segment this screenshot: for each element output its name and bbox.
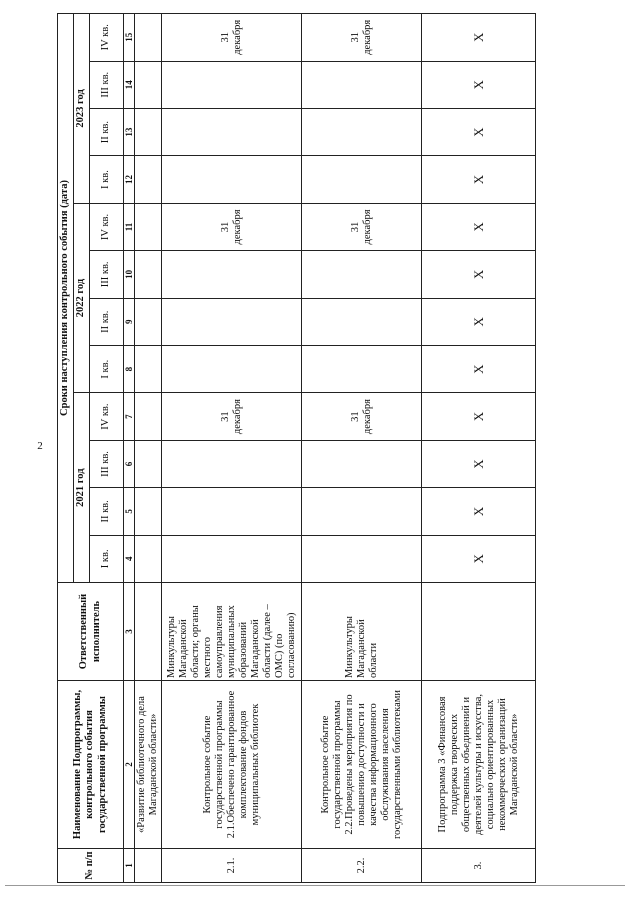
row-num: 2.1. [162, 849, 302, 883]
column-number: 4 [124, 535, 135, 582]
column-number: 5 [124, 488, 135, 535]
table-row [302, 14, 422, 883]
column-number: 15 [124, 14, 135, 62]
header-quarter: II кв. [90, 298, 124, 345]
deadline-cell [135, 298, 162, 345]
deadline-cell: 31 декабря [162, 203, 302, 250]
column-number: 6 [124, 440, 135, 487]
deadline-cell [302, 108, 422, 155]
deadline-cell: 31 декабря [302, 393, 422, 440]
table-row [135, 14, 162, 883]
header-quarter: I кв. [90, 156, 124, 203]
row-name: «Развитие библиотечного дела Магаданской области» [135, 681, 162, 849]
deadline-cell [135, 14, 162, 62]
row-num: 3. [422, 849, 536, 883]
header-name: Наименование Подпрограммы, контрольного события государственной программы [58, 681, 124, 849]
row-name: Контрольное событие государственной программы 2.1.Обеспечено гарантированное комплектование фондов муниципальных библиотек [162, 681, 302, 849]
column-number: 1 [124, 849, 135, 883]
deadline-cell [302, 298, 422, 345]
deadline-cell [135, 203, 162, 250]
deadline-cell: 31 декабря [302, 203, 422, 250]
row-responsible: Минкультуры Магаданской области; органы местного самоуправления муниципальных образований Магаданской области (далее – ОМС) (по согласованию) [162, 583, 302, 681]
row-responsible [135, 583, 162, 681]
deadline-cell [302, 61, 422, 108]
deadline-cell: 31 декабря [162, 14, 302, 62]
deadline-cell: X [422, 108, 536, 155]
deadline-cell [162, 440, 302, 487]
deadline-cell: 31 декабря [302, 14, 422, 62]
deadline-cell [162, 488, 302, 535]
deadline-cell [302, 535, 422, 582]
header-quarter: III кв. [90, 251, 124, 298]
scan-edge-line [5, 885, 625, 886]
column-number-row [124, 14, 135, 883]
deadline-cell: X [422, 14, 536, 62]
table-row [162, 14, 302, 883]
deadline-cell [162, 61, 302, 108]
deadline-cell [135, 156, 162, 203]
deadline-cell [162, 345, 302, 392]
deadline-cell [302, 345, 422, 392]
deadline-cell [302, 488, 422, 535]
column-number: 3 [124, 583, 135, 681]
header-year-2022: 2022 год [74, 203, 90, 393]
deadline-cell: X [422, 298, 536, 345]
deadline-cell: X [422, 156, 536, 203]
deadline-cell [135, 488, 162, 535]
header-year-2023: 2023 год [74, 14, 90, 204]
column-number: 9 [124, 298, 135, 345]
deadline-cell: X [422, 440, 536, 487]
row-responsible: Минкультуры Магаданской области [302, 583, 422, 681]
deadline-cell [135, 393, 162, 440]
column-number: 13 [124, 108, 135, 155]
header-quarter: III кв. [90, 61, 124, 108]
header-quarter: II кв. [90, 108, 124, 155]
deadline-cell: X [422, 345, 536, 392]
deadline-cell: X [422, 488, 536, 535]
column-number: 12 [124, 156, 135, 203]
header-num: № п/п [58, 849, 124, 883]
header-quarter: IV кв. [90, 14, 124, 62]
row-name: Подпрограмма 3 «Финансовая поддержка творческих общественных объединений и деятелей культуры и искусства, социально ориентированных некоммерческих организаций Магаданской области» [422, 681, 536, 849]
deadline-cell [162, 251, 302, 298]
deadline-cell [162, 298, 302, 345]
deadline-cell [135, 345, 162, 392]
control-events-table [57, 13, 536, 883]
header-quarter: I кв. [90, 345, 124, 392]
column-number: 2 [124, 681, 135, 849]
deadline-cell: X [422, 251, 536, 298]
row-name: Контрольное событие государственной программы 2.2.Проведены мероприятия по повышению доступности и качества информационного обслуживания населения государственными библиотеками [302, 681, 422, 849]
deadline-cell: X [422, 393, 536, 440]
deadline-cell [302, 251, 422, 298]
row-responsible [422, 583, 536, 681]
table-row [422, 14, 536, 883]
header-quarter: I кв. [90, 535, 124, 582]
deadline-cell [135, 61, 162, 108]
deadline-cell [302, 156, 422, 203]
column-number: 14 [124, 61, 135, 108]
header-quarter: III кв. [90, 440, 124, 487]
column-number: 7 [124, 393, 135, 440]
deadline-cell: 31 декабря [162, 393, 302, 440]
deadline-cell [135, 251, 162, 298]
deadline-cell [302, 440, 422, 487]
header-quarter: II кв. [90, 488, 124, 535]
row-num [135, 849, 162, 883]
deadline-cell [162, 108, 302, 155]
column-number: 8 [124, 345, 135, 392]
header-deadlines: Сроки наступления контрольного события (дата) [58, 14, 74, 583]
deadline-cell [135, 440, 162, 487]
rotated-table-wrapper [57, 13, 521, 883]
column-number: 10 [124, 251, 135, 298]
deadline-cell [162, 156, 302, 203]
deadline-cell: X [422, 535, 536, 582]
row-num: 2.2. [302, 849, 422, 883]
header-quarter: IV кв. [90, 393, 124, 440]
deadline-cell: X [422, 61, 536, 108]
header-year-2021: 2021 год [74, 393, 90, 583]
header-quarter: IV кв. [90, 203, 124, 250]
deadline-cell [135, 535, 162, 582]
page-number: 2 [37, 440, 43, 452]
deadline-cell: X [422, 203, 536, 250]
deadline-cell [162, 535, 302, 582]
column-number: 11 [124, 203, 135, 250]
deadline-cell [135, 108, 162, 155]
header-responsible: Ответственный исполнитель [58, 583, 124, 681]
